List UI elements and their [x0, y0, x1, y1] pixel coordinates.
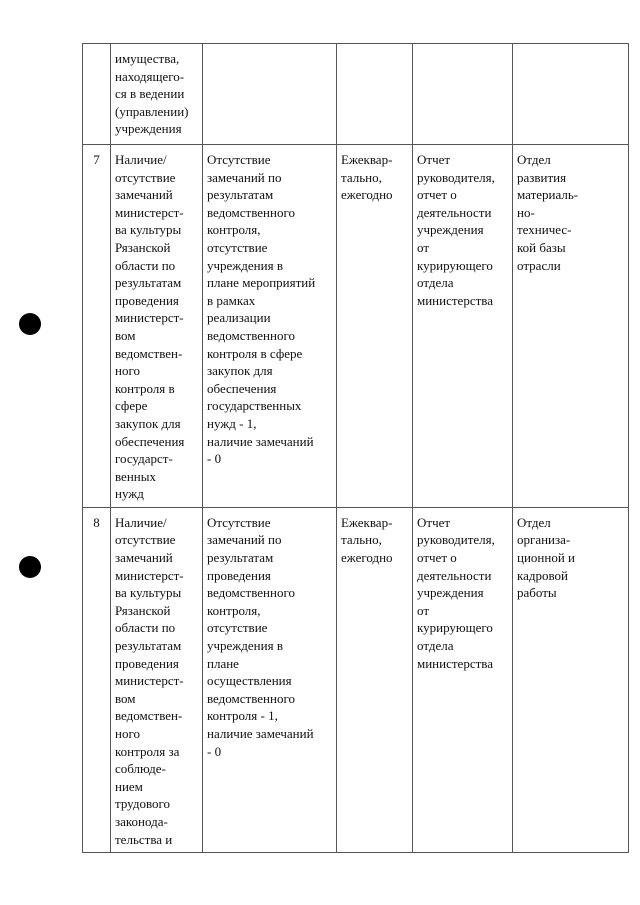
row-number — [83, 507, 111, 852]
binder-hole-upper — [19, 313, 41, 335]
criteria-text: Отсутствие замечаний по результатам проведения ведомственного контроля, отсутствие учреждения в плане осуществления ведомственного контроля - 1, наличие замечаний - 0 — [207, 514, 314, 759]
period-text: Ежеквар- тально, ежегодно — [341, 514, 393, 566]
period-cell — [337, 507, 413, 852]
report-text: Отчет руководителя, отчет о деятельности учреждения от курирующего отдела министерства — [417, 152, 495, 308]
responsible-cell — [513, 145, 629, 508]
table-row — [83, 507, 629, 852]
criteria-text: Отсутствие замечаний по результатам ведомственного контроля, отсутствие учреждения в плане мероприятий в рамках реализации ведомственного контроля в сфере закупок для обеспечения государственных нужд - 1, наличие замечаний - 0 — [207, 152, 316, 467]
row-number-text: 7 — [93, 152, 100, 167]
report-text: Отчет руководителя, отчет о деятельности учреждения от курирующего отдела министерства — [417, 514, 495, 671]
table-row — [83, 44, 629, 145]
report-cell — [413, 44, 513, 145]
table-row — [83, 145, 629, 508]
indicator-cell — [111, 145, 203, 508]
responsible-text: Отдел развития материаль- но- техничес- кой базы отрасли — [517, 152, 579, 273]
row-number — [83, 145, 111, 508]
indicator-cell — [111, 507, 203, 852]
period-text: Ежеквар- тально, ежегодно — [341, 152, 393, 203]
responsible-text: Отдел организа- ционной и кадровой работы — [517, 514, 575, 601]
indicator-text: Наличие/ отсутствие замечаний министерст- ва культуры Рязанской области по результатам проведения министерст- вом ведомствен- ного контроля за соблюде- нием трудового законода- тельства и — [115, 514, 184, 847]
period-cell — [337, 145, 413, 508]
indicator-text: Наличие/ отсутствие замечаний министерст- ва культуры Рязанской области по результатам проведения министерст- вом ведомствен- ного контроля в сфере закупок для обеспечения государст- венных нужд — [115, 152, 185, 502]
row-number — [83, 44, 111, 145]
binder-hole-lower — [19, 556, 41, 578]
indicator-text: имущества, находящего- ся в ведении (управлении) учреждения — [115, 51, 189, 137]
responsible-cell — [513, 44, 629, 145]
criteria-table — [82, 43, 629, 853]
criteria-cell — [203, 44, 337, 145]
report-cell — [413, 507, 513, 852]
indicator-cell — [111, 44, 203, 145]
criteria-cell — [203, 145, 337, 508]
report-cell — [413, 145, 513, 508]
responsible-cell — [513, 507, 629, 852]
row-number-text: 8 — [93, 514, 100, 530]
period-cell — [337, 44, 413, 145]
criteria-cell — [203, 507, 337, 852]
